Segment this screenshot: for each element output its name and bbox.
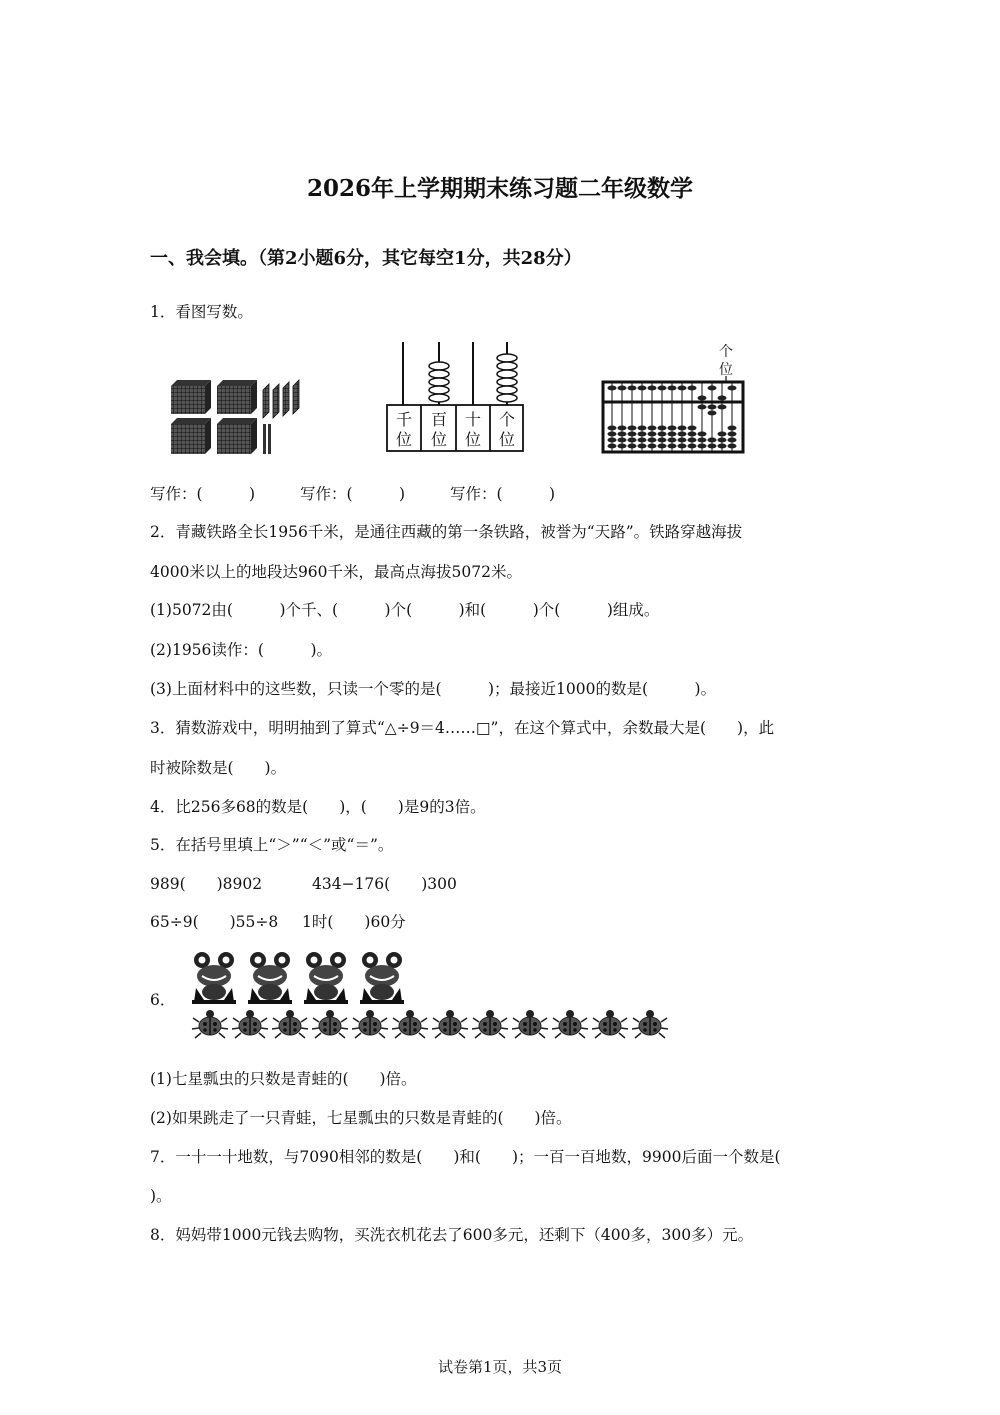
ladybug-icon — [232, 1010, 268, 1038]
base-ten-blocks-figure — [165, 372, 315, 462]
thousand-cube-1 — [171, 380, 211, 414]
place-label: 十 — [464, 410, 482, 429]
question-3-line-2: 时被除数是( )。 — [150, 759, 287, 777]
compare-item: 434−176( )300 — [312, 875, 457, 893]
write-answer-3: 写作：( ) — [450, 485, 556, 503]
write-answer-1: 写作：( ) — [150, 485, 256, 503]
chinese-abacus-figure — [600, 340, 750, 455]
abacus-label: 位 — [719, 362, 733, 378]
place-label: 百 — [430, 410, 448, 429]
question-1-prompt: 1．看图写数。 — [150, 303, 253, 321]
place-label: 千 — [395, 410, 413, 429]
abacus-label: 个 — [719, 344, 733, 360]
ladybug-icon — [472, 1010, 508, 1038]
question-6-number: 6． — [150, 991, 176, 1009]
page-footer: 试卷第1页，共3页 — [437, 1358, 563, 1376]
ladybug-icon — [272, 1010, 308, 1038]
question-5-prompt: 5．在括号里填上“＞”“＜”或“＝”。 — [150, 836, 394, 854]
ladybug-icon — [552, 1010, 588, 1038]
ladybug-icon — [352, 1010, 388, 1038]
ladybug-icon — [432, 1010, 468, 1038]
write-answer-2: 写作：( ) — [300, 485, 406, 503]
thousand-cube-4 — [217, 418, 257, 454]
ones-beads — [497, 354, 517, 402]
question-6-sub-1: (1)七星瓢虫的只数是青蛙的( )倍。 — [150, 1070, 417, 1088]
question-6-sub-2: (2)如果跳走了一只青蛙，七星瓢虫的只数是青蛙的( )倍。 — [150, 1109, 572, 1127]
place-label: 位 — [395, 430, 413, 449]
place-value-counter-figure — [385, 340, 525, 455]
section-heading: 一、我会填。（第2小题6分，其它每空1分，共28分） — [150, 248, 582, 269]
frog-icon — [304, 952, 348, 1004]
ladybugs-figure — [190, 1008, 670, 1040]
question-4: 4．比256多68的数是( )，( )是9的3倍。 — [150, 798, 486, 816]
compare-item: 1时( )60分 — [302, 913, 406, 931]
place-label: 个 — [498, 410, 516, 429]
frog-icon — [248, 952, 292, 1004]
ladybug-icon — [632, 1010, 668, 1038]
question-2-sub-1: (1)5072由( )个千、( )个( )和( )个( )组成。 — [150, 601, 660, 619]
question-2-sub-3: (3)上面材料中的这些数，只读一个零的是( )；最接近1000的数是( )。 — [150, 680, 717, 698]
frogs-figure — [190, 950, 420, 1006]
question-2-line-2: 4000米以上的地段达960千米，最高点海拔5072米。 — [150, 563, 522, 581]
hundreds-beads — [429, 362, 449, 402]
thousand-cube-3 — [171, 418, 211, 454]
place-label: 位 — [430, 430, 448, 449]
compare-item: 989( )8902 — [150, 875, 263, 893]
question-2-line-1: 2．青藏铁路全长1956千米，是通往西藏的第一条铁路，被誉为“天路”。铁路穿越海拔 — [150, 523, 743, 541]
compare-item: 65÷9( )55÷8 — [150, 913, 279, 931]
ladybug-icon — [392, 1010, 428, 1038]
thousand-cube-2 — [217, 380, 257, 414]
question-3-line-1: 3．猜数游戏中，明明抽到了算式“△÷9＝4……□”，在这个算式中，余数最大是( )，此 — [150, 719, 775, 737]
ladybug-icon — [192, 1010, 228, 1038]
question-7-line-2: )。 — [150, 1187, 172, 1205]
ladybug-icon — [512, 1010, 548, 1038]
question-2-sub-2: (2)1956读作：( )。 — [150, 641, 332, 659]
place-label: 位 — [464, 430, 482, 449]
question-8: 8．妈妈带1000元钱去购物，买洗衣机花去了600多元，还剩下（400多，300多）元。 — [150, 1226, 754, 1244]
page-title: 2026年上学期期末练习题二年级数学 — [306, 175, 693, 202]
ten-rods — [263, 424, 271, 454]
question-7-line-1: 7．一十一十地数，与7090相邻的数是( )和( )；一百一百地数，9900后面一个数是( — [150, 1148, 781, 1166]
frog-icon — [192, 952, 236, 1004]
hundred-flats — [263, 380, 299, 418]
place-label: 位 — [498, 430, 516, 449]
ladybug-icon — [312, 1010, 348, 1038]
frog-icon — [360, 952, 404, 1004]
ladybug-icon — [592, 1010, 628, 1038]
